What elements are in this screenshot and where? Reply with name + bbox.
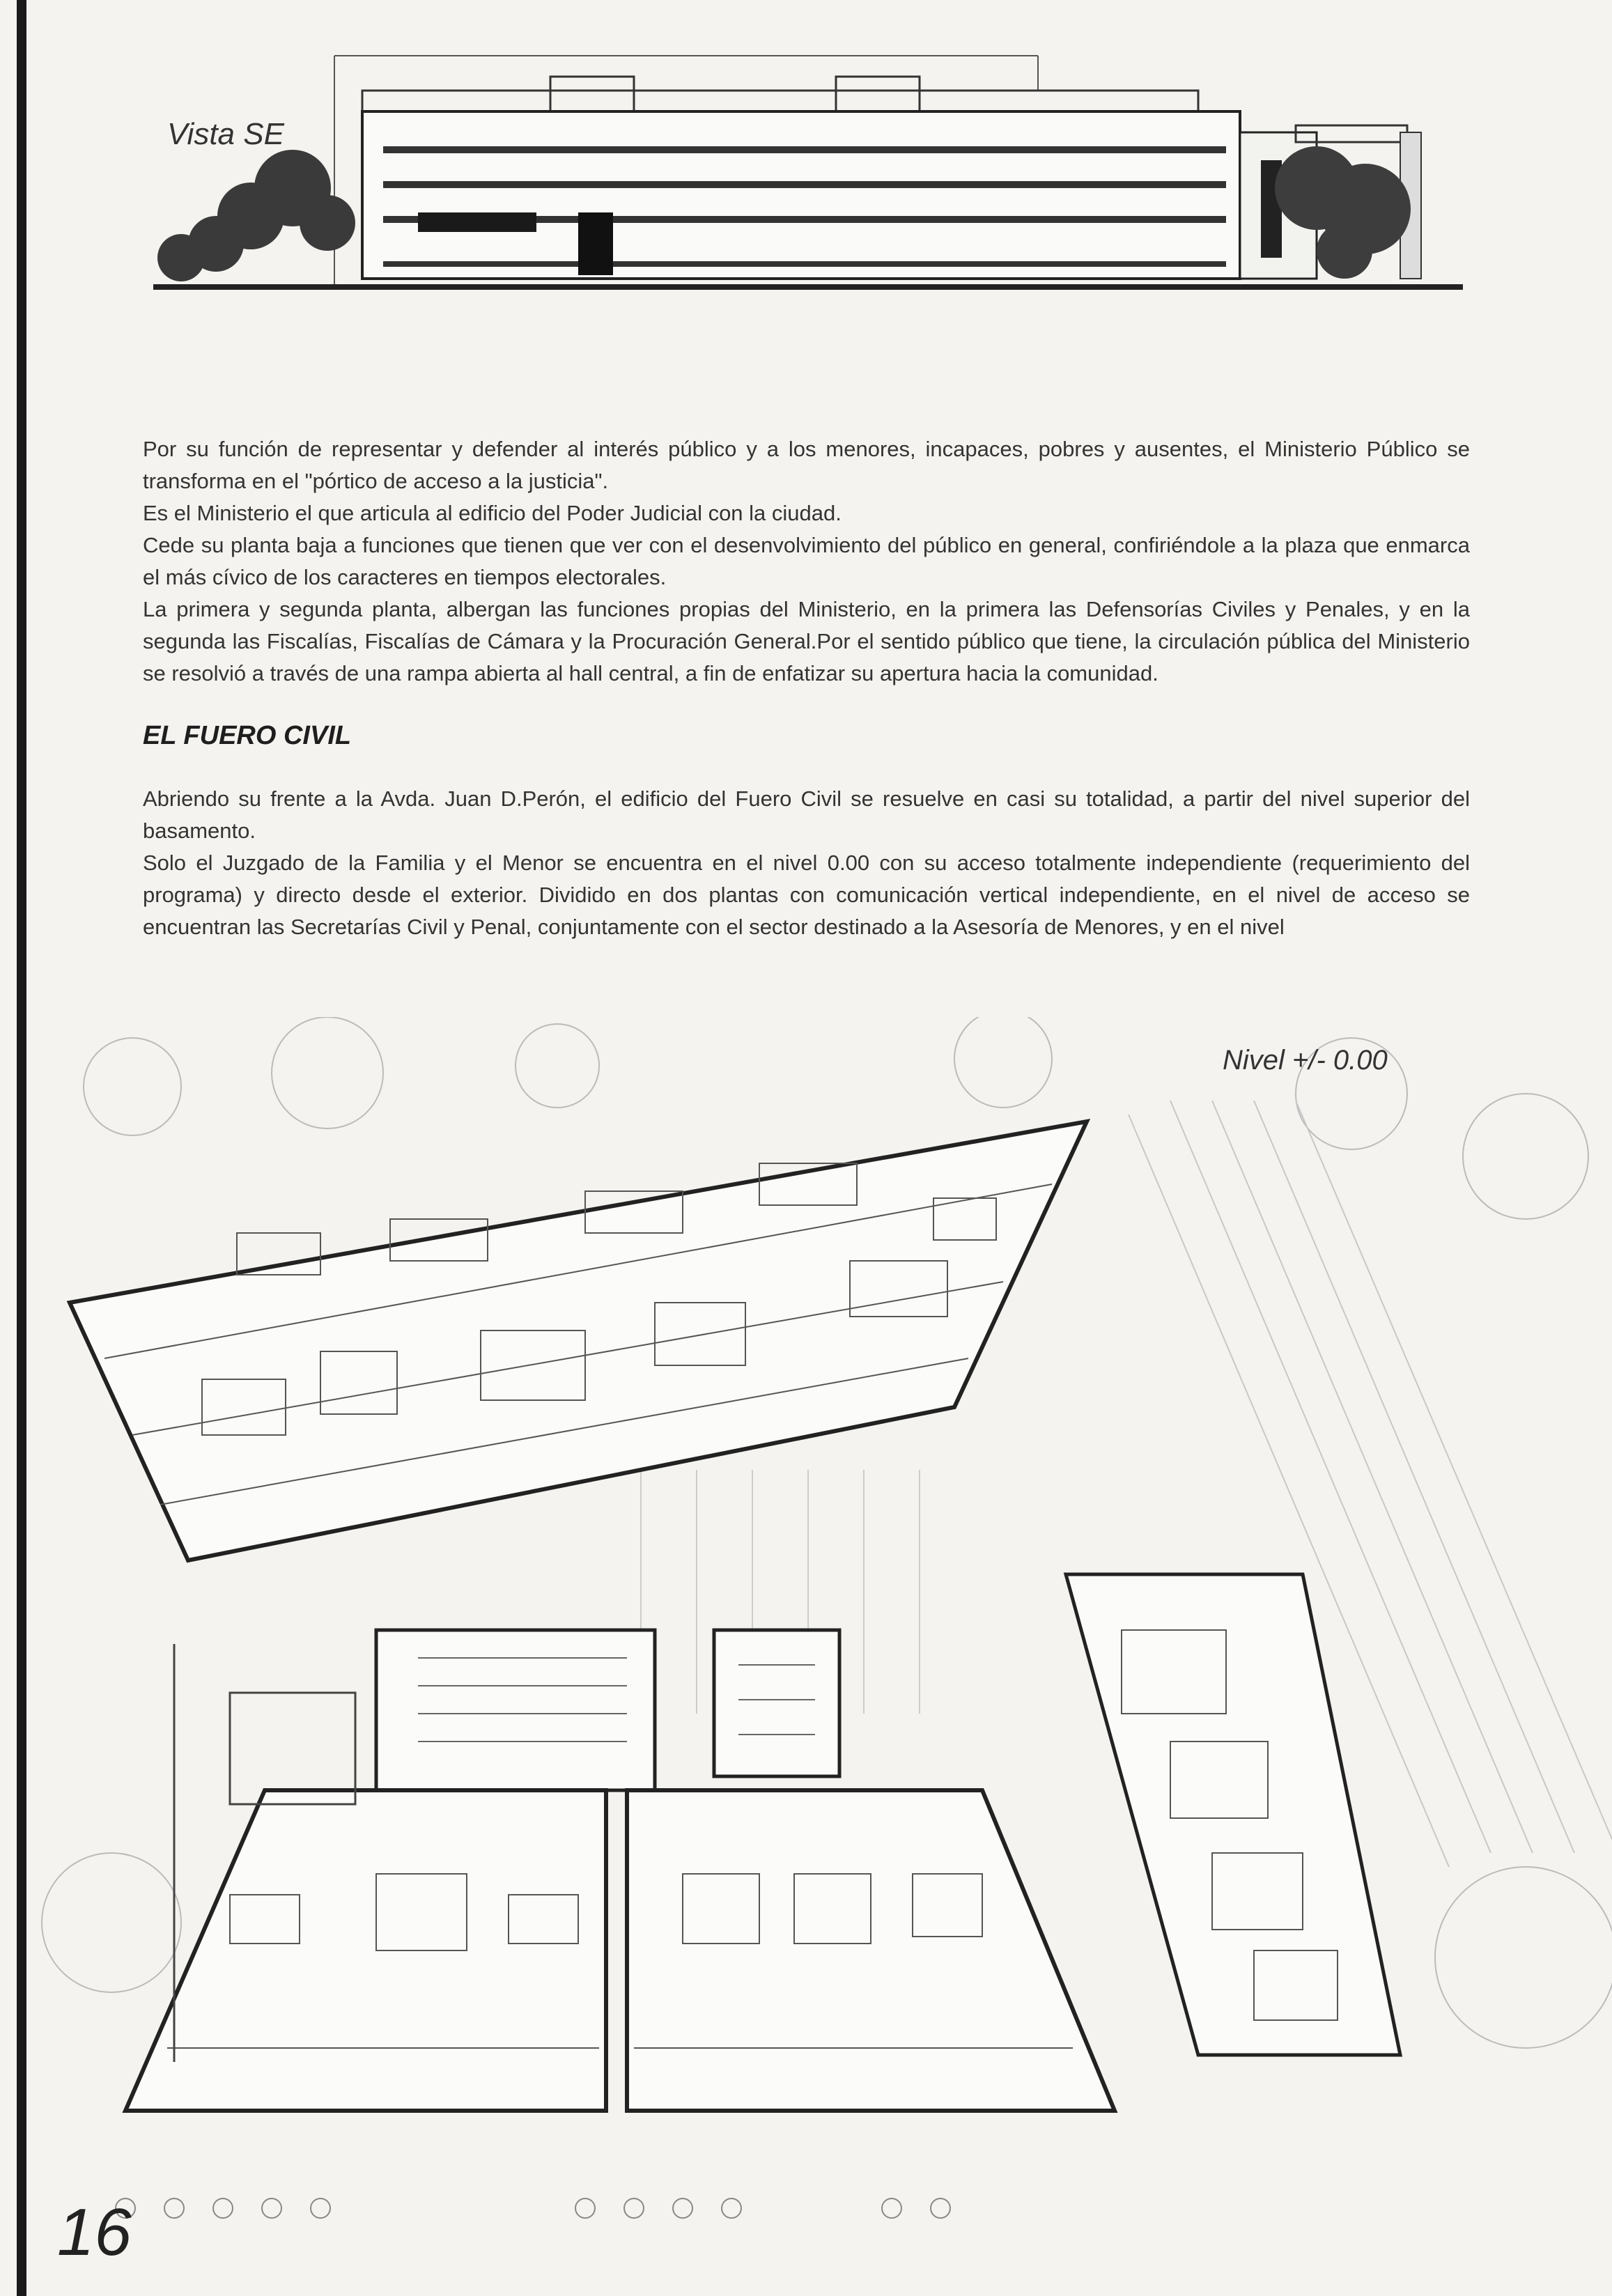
elevation-label: Vista SE: [167, 117, 284, 151]
section-heading: EL FUERO CIVIL: [143, 721, 352, 750]
plan-level-label: Nivel +/- 0.00: [1223, 1045, 1388, 1076]
paragraph: Cede su planta baja a funciones que tienen que ver con el desenvolvimiento del público en general, confiriéndole a la plaza que enmarca el más cívico de los caracteres en tiempos electorales.: [143, 533, 1470, 589]
section-text: [143, 783, 1470, 943]
page-spine-edge: [17, 0, 26, 2296]
page-number: 16: [57, 2195, 132, 2270]
elevation-drawing: [153, 49, 1463, 307]
paragraph: Por su función de representar y defender al interés público y a los menores, incapaces, pobres y ausentes, el Ministerio Público se transforma en el "pórtico de acceso a la justicia".: [143, 437, 1470, 493]
paragraph: Solo el Juzgado de la Familia y el Menor se encuentra en el nivel 0.00 con su acceso totalmente independiente (requerimiento del programa) y directo desde el exterior. Dividido en dos plantas con comunicación vertical independiente, en el nivel de acceso se encuentran las Secretarías Civil y Penal, conjuntamente con el sector destinado a la Asesoría de Menores, y en el nivel: [143, 851, 1470, 939]
paragraph: Abriendo su frente a la Avda. Juan D.Perón, el edificio del Fuero Civil se resuelve en casi su totalidad, a partir del nivel superior del basamento.: [143, 786, 1470, 843]
paragraph: La primera y segunda planta, albergan las funciones propias del Ministerio, en la primera las Defensorías Civiles y Penales, y en la segunda las Fiscalías, Fiscalías de Cámara y la Procuración General.Por el sentido público que tiene, la circulación pública del Ministerio se resolvió a través de una rampa abierta al hall central, a fin de enfatizar su apertura hacia la comunidad.: [143, 597, 1470, 685]
intro-text: [143, 433, 1470, 690]
floor-plan-drawing: [28, 1017, 1612, 2243]
paragraph: Es el Ministerio el que articula al edificio del Poder Judicial con la ciudad.: [143, 501, 842, 525]
